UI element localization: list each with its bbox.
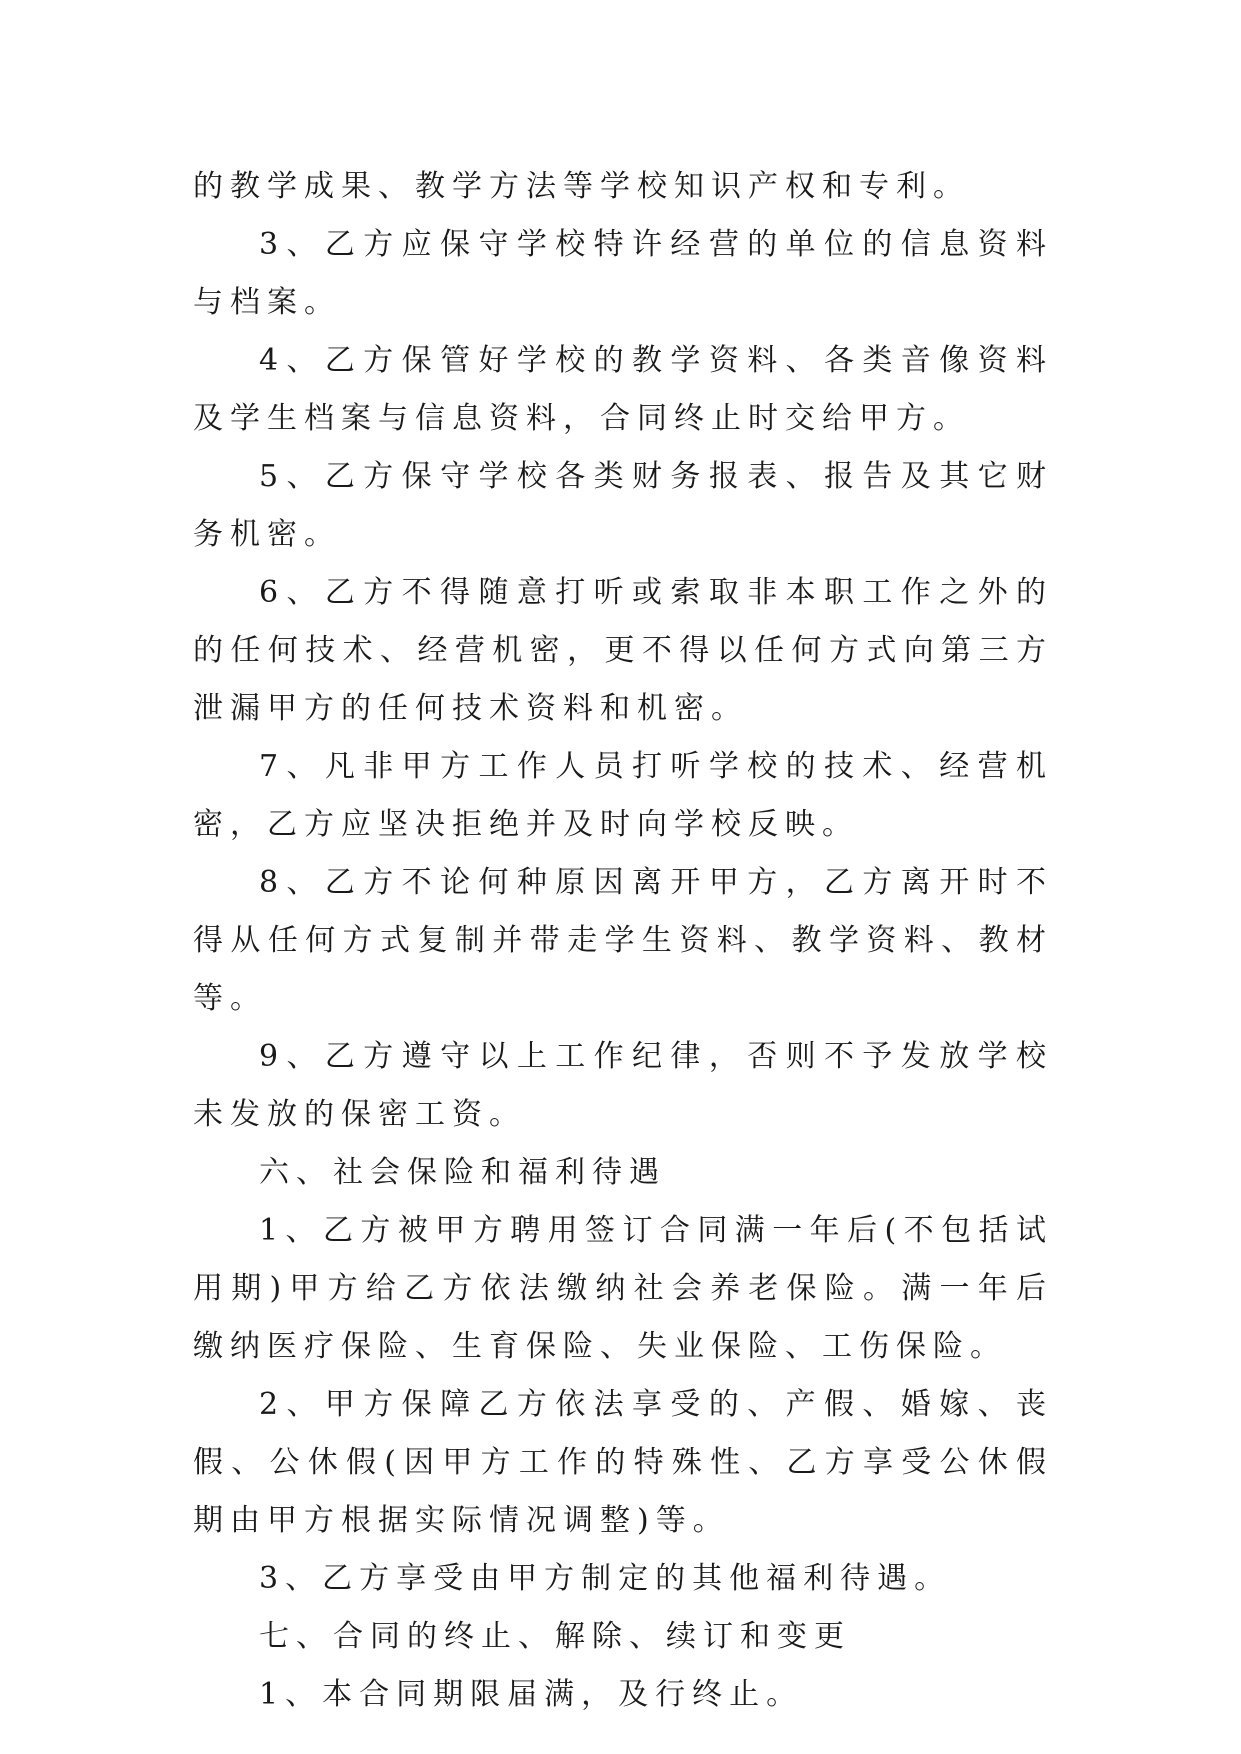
section-heading-contract-termination: 七、合同的终止、解除、续订和变更 — [259, 1619, 851, 1654]
paragraph-2: 3、乙方应保守学校特许经营的单位的信息资料与档案。 — [193, 227, 1053, 320]
paragraph-7: 8、乙方不论何种原因离开甲方，乙方离开时不得从任何方式复制并带走学生资料、教学资料、教材等。 — [193, 865, 1053, 1016]
paragraph-5: 6、乙方不得随意打听或索取非本职工作之外的的任何技术、经营机密，更不得以任何方式向第三方泄漏甲方的任何技术资料和机密。 — [193, 575, 1053, 726]
paragraph-3: 4、乙方保管好学校的教学资料、各类音像资料及学生档案与信息资料，合同终止时交给甲方。 — [193, 343, 1053, 436]
section-heading-social-insurance: 六、社会保险和福利待遇 — [259, 1155, 666, 1190]
paragraph-6: 7、凡非甲方工作人员打听学校的技术、经营机密，乙方应坚决拒绝并及时向学校反映。 — [193, 749, 1053, 842]
paragraph-9: 1、乙方被甲方聘用签订合同满一年后(不包括试用期)甲方给乙方依法缴纳社会养老保险。满一年后缴纳医疗保险、生育保险、失业保险、工伤保险。 — [193, 1213, 1053, 1364]
paragraph-8: 9、乙方遵守以上工作纪律，否则不予发放学校未发放的保密工资。 — [193, 1039, 1053, 1132]
paragraph-12: 1、本合同期限届满，及行终止。 — [259, 1677, 804, 1712]
paragraph-1: 的教学成果、教学方法等学校知识产权和专利。 — [193, 169, 970, 204]
paragraph-11: 3、乙方享受由甲方制定的其他福利待遇。 — [259, 1561, 952, 1596]
paragraph-4: 5、乙方保守学校各类财务报表、报告及其它财务机密。 — [193, 459, 1053, 552]
paragraph-10: 2、甲方保障乙方依法享受的、产假、婚嫁、丧假、公休假(因甲方工作的特殊性、乙方享受公休假期由甲方根据实际情况调整)等。 — [193, 1387, 1053, 1538]
document-body — [193, 158, 1053, 1724]
